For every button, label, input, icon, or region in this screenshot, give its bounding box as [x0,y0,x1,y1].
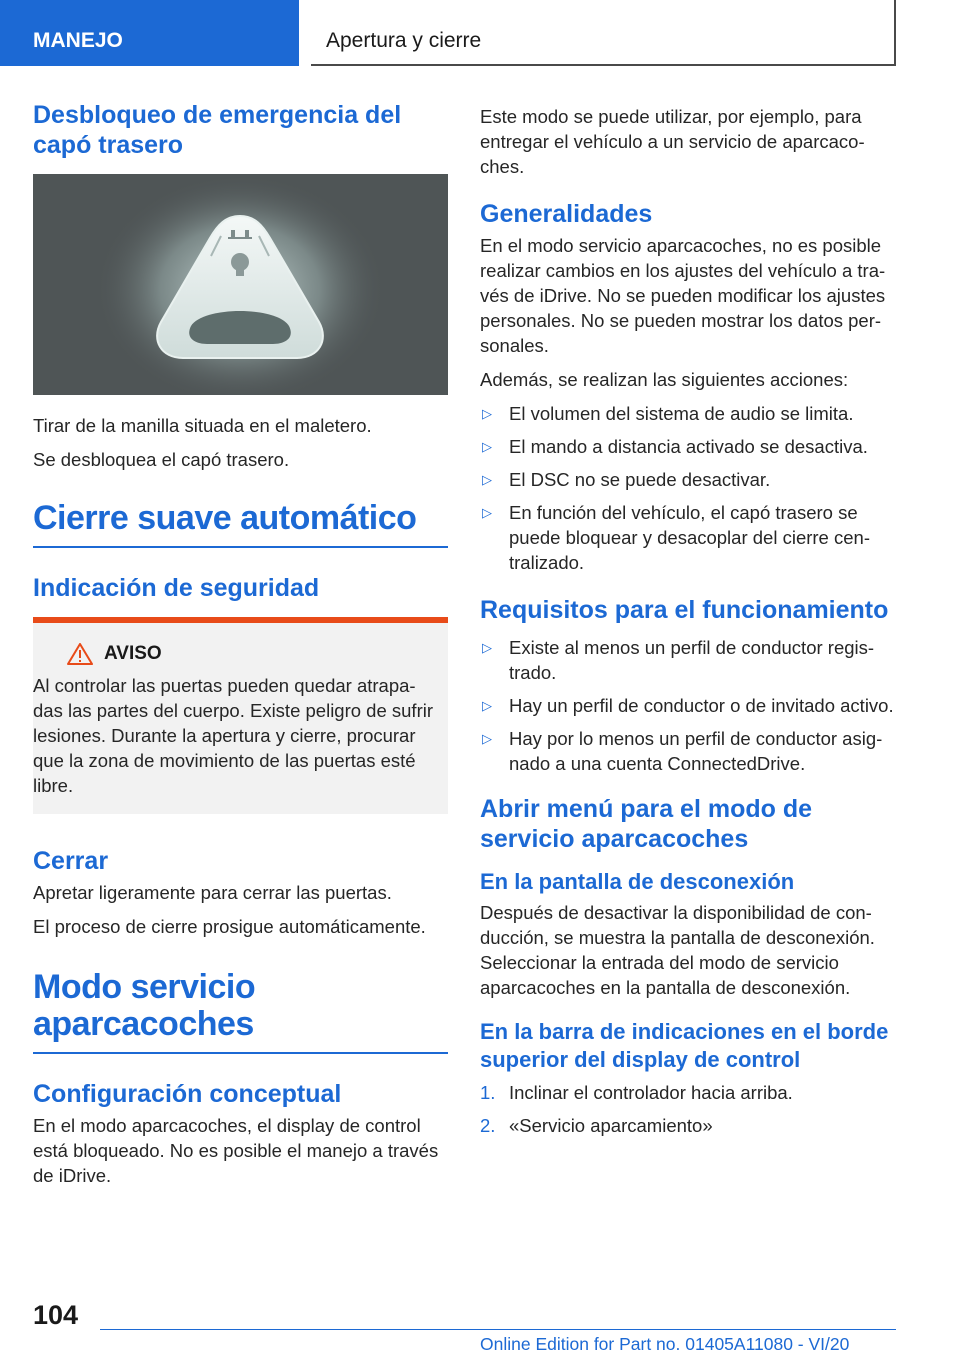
heading-safety-notice: Indicación de seguridad [33,574,320,602]
list-item: ▷ El DSC no se puede desactivar. [482,469,771,490]
paragraph-valet-intro: Este modo se puede utilizar, por ejemplo, para entregar el vehículo a un servicio de aparcacoches. [480,106,865,177]
paragraph-concept: En el modo aparcacoches, el display de control está bloqueado. No es posible el manejo a través de iDrive. [33,1115,439,1186]
heading-status-bar: En la barra de indicaciones en el borde superior del display de control [480,1019,889,1072]
section-soft-close [33,500,448,548]
heading-soft-close: Cierre suave automático [33,499,417,537]
heading-requirements: Requisitos para el funcionamiento [480,596,889,624]
list-item: 1. Inclinar el controlador hacia arriba. [480,1082,793,1103]
triangle-right-bullet-icon: ▷ [482,640,492,655]
warning-header [33,643,436,665]
trunk-handle-photo [33,174,448,395]
warning-text: Al controlar las puertas pueden quedar atrapadas las partes del cuerpo. Existe peligro de sufrir lesiones. Durante la apertura y cierre, procurar que la zona de movimiento de las puertas esté libre. [33,675,434,796]
paragraph-general: En el modo servicio aparcacoches, no es posible realizar cambios en los ajustes del vehículo a través de iDrive. No se pueden modificar los ajustes personales. No se pueden mostrar los datos personales. [480,235,886,356]
step-number: 1. [480,1082,496,1103]
footer-edition: Online Edition for Part no. 01405A11080 - VI/20 [480,1334,850,1354]
heading-open-menu: Abrir menú para el modo de servicio aparcacoches [480,795,813,853]
list-item: ▷ Hay por lo menos un perfil de conductor asignado a una cuenta ConnectedDrive. [482,728,883,774]
heading-emergency-release: Desbloqueo de emergencia del capó trasero [33,101,402,159]
triangle-right-bullet-icon: ▷ [482,505,492,520]
trunk-handle-illustration [33,174,448,395]
page-number: 104 [33,1300,79,1330]
actions-list [480,401,895,575]
heading-close: Cerrar [33,847,109,875]
triangle-right-bullet-icon: ▷ [482,472,492,487]
triangle-right-bullet-icon: ▷ [482,731,492,746]
heading-general: Generalidades [480,200,653,228]
heading-shutdown-screen: En la pantalla de desconexión [480,869,795,894]
triangle-right-bullet-icon: ▷ [482,406,492,421]
list-item: ▷ En función del vehículo, el capó trasero se puede bloquear y desacoplar del cierre centralizado. [482,502,870,573]
requirements-list [480,635,895,776]
step-number: 2. [480,1115,496,1136]
paragraph-shutdown: Después de desactivar la disponibilidad de conducción, se muestra la pantalla de desconexión. Seleccionar la entrada del modo de servicio aparcacoches en la pantalla de desconexión. [480,902,875,998]
header-section-tab [0,0,299,66]
right-column [480,104,895,1152]
section-valet-mode [33,969,448,1054]
paragraph-pull-handle: Tirar de la manilla situada en el maletero. [33,415,372,436]
header-section-label: MANEJO [33,29,123,52]
list-item: ▷ Existe al menos un perfil de conductor registrado. [482,637,875,683]
paragraph-unlocked: Se desbloquea el capó trasero. [33,449,290,470]
warning-title: AVISO [104,643,162,664]
warning-box [33,617,448,814]
warning-triangle-icon [67,643,93,665]
triangle-right-bullet-icon: ▷ [482,439,492,454]
header-chapter-label: Apertura y cierre [326,29,482,52]
heading-concept: Configuración conceptual [33,1080,342,1108]
footer-divider [100,1329,896,1330]
list-item: 2. «Servicio aparcamiento» [480,1115,713,1136]
header-chapter-box [311,0,896,66]
paragraph-press-close: Apretar ligeramente para cerrar las puertas. [33,882,392,903]
list-item: ▷ El mando a distancia activado se desactiva. [482,436,868,457]
paragraph-auto-close: El proceso de cierre prosigue automáticamente. [33,916,426,937]
steps-list [480,1080,895,1138]
triangle-right-bullet-icon: ▷ [482,698,492,713]
paragraph-also: Además, se realizan las siguientes acciones: [480,369,849,390]
list-item: ▷ El volumen del sistema de audio se limita. [482,403,854,424]
list-item: ▷ Hay un perfil de conductor o de invitado activo. [482,695,894,716]
left-column [33,100,448,1197]
heading-valet-mode: Modo servicio aparcacoches [33,968,256,1043]
